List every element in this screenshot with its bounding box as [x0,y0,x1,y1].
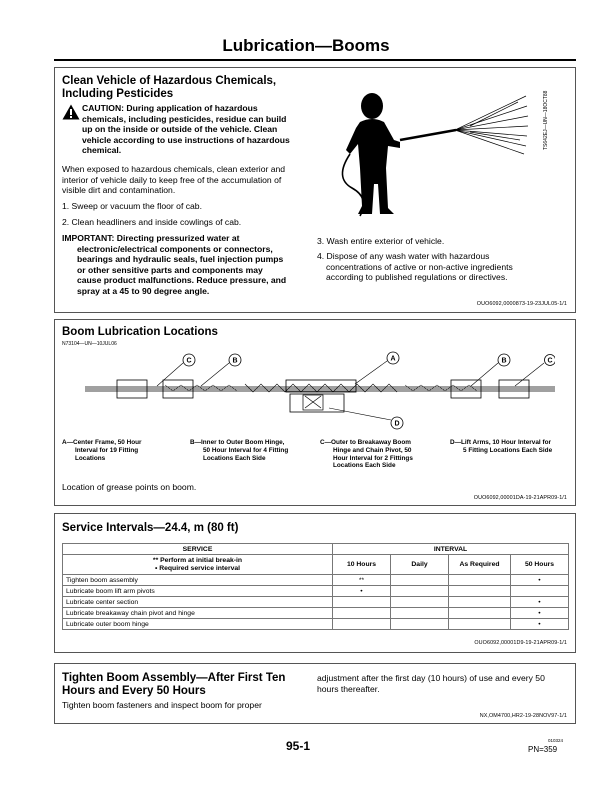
row-cell: • [511,619,569,630]
step4-line: according to published regulations or directives. [326,272,508,282]
boom-ref-code: OUO6092,00001DA-19-21APR09-1/1 [473,495,567,501]
legend-d-line: 5 Fitting Locations Each Side [463,446,553,454]
tighten-right-line: adjustment after the first day (10 hours) of use and every 50 [317,673,545,683]
row-cell: • [511,575,569,586]
table-row [63,575,569,586]
boom-diagram [85,350,555,430]
legend-c-line: Hinge and Chain Pivot, 50 [333,446,412,454]
page-number: 95-1 [286,739,311,753]
legend-b-line: Locations Each Side [203,454,266,462]
col-50-hours: 50 Hours [511,555,569,575]
legend-c [320,439,450,470]
callout-d: D [394,420,400,428]
clean-ref-code: OUO6092,0000873-19-23JUL05-1/1 [476,301,567,307]
legend-note-required: • Required service interval [154,564,241,572]
important-line: electronic/electrical components or connectors, [77,243,273,254]
row-cell: ** [333,575,391,586]
page-title: Lubrication—Booms [222,36,390,55]
tighten-left-text: Tighten boom fasteners and inspect boom for proper [62,700,262,710]
table-header-row [63,544,569,555]
row-cell [391,575,449,586]
row-name: Lubricate outer boom hinge [63,619,333,630]
table-row [63,586,569,597]
legend-a-line: Locations [75,454,106,462]
row-cell: • [333,586,391,597]
legend-c-line: C—Outer to Breakaway Boom [320,439,411,446]
important-line: spray at a 45 to 90 degree angle. [77,285,210,296]
pressure-washer-illustration [330,88,530,218]
table-subheader-row [63,555,569,575]
clean-heading-line2: Including Pesticides [62,88,174,100]
caution-line: vehicle according to use instructions of hazardous [82,134,290,145]
col-10-hours: 10 Hours [333,555,391,575]
col-interval-header: INTERVAL [333,544,569,555]
table-row [63,619,569,630]
important-line: or other sensitive parts and components may [77,264,263,275]
caution-line: chemicals, including pesticides, residue can build [82,113,287,124]
tighten-heading [62,672,285,698]
illustration-code: TS642EJ—UN—18OCT88 [543,90,549,150]
footer-small-code: 010324 [548,738,564,743]
important-line: IMPORTANT: Directing pressurized water at [62,233,240,243]
callout-b-right: B [501,357,507,365]
intro-line: interior of vehicle daily to keep free of the accumulation of [62,174,282,185]
legend-b-line: B—Inner to Outer Boom Hinge, [190,439,285,446]
tighten-right-text [317,673,572,694]
row-cell [391,586,449,597]
row-cell [333,608,391,619]
service-interval-table [62,543,569,630]
tighten-right-line: hours thereafter. [317,683,380,694]
clean-intro-text [62,164,322,196]
legend-d-line: D—Lift Arms, 10 Hour Interval for [450,439,551,446]
callout-a: A [390,355,396,363]
caution-text [82,103,322,156]
row-cell [333,597,391,608]
row-cell [333,619,391,630]
row-name: Lubricate center section [63,597,333,608]
row-name: Tighten boom assembly [63,575,333,586]
step-1: 1. Sweep or vacuum the floor of cab. [62,201,202,211]
tighten-boom-section [54,663,576,724]
title-rule [54,59,576,61]
step-2: 2. Clean headliners and inside cowlings of cab. [62,217,242,227]
boom-heading: Boom Lubrication Locations [62,326,218,338]
service-heading: Service Intervals—24.4, m (80 ft) [62,522,239,534]
boom-caption: Location of grease points on boom. [62,482,197,492]
col-as-required: As Required [449,555,511,575]
intro-line: When exposed to hazardous chemicals, clean exterior and [62,164,286,174]
step-4 [317,251,572,283]
row-name: Lubricate breakaway chain pivot and hinge [63,608,333,619]
legend-a-line: A—Center Frame, 50 Hour [62,439,142,446]
row-cell [449,597,511,608]
row-cell [449,586,511,597]
legend-c-line: Locations Each Side [333,462,396,470]
row-cell [391,597,449,608]
intro-line: visible dirt and contamination. [62,185,176,195]
tighten-heading-line1: Tighten Boom Assembly—After First Ten [62,672,286,684]
row-cell [511,586,569,597]
legend-b [190,439,320,462]
row-cell: • [511,597,569,608]
legend-note-breakin: ** Perform at initial break-in [152,556,243,564]
row-cell [449,608,511,619]
caution-line: up on the inside or outside of the vehicle. Clean [82,124,278,134]
table-legend-cell [63,555,333,575]
col-service-header: SERVICE [63,544,333,555]
table-row [63,597,569,608]
footer-pn: PN=359 [528,745,558,754]
col-daily: Daily [391,555,449,575]
service-intervals-section [54,513,576,653]
callout-c-left: C [186,357,192,365]
callout-c-right: C [547,357,553,365]
legend-a [62,439,187,462]
legend-a-line: Interval for 19 Fitting [75,446,139,454]
important-line: cause product malfunctions. Reduce pressure, and [77,275,287,285]
important-note [62,233,322,296]
row-cell [449,575,511,586]
legend-d [450,439,575,455]
tighten-ref-code: NX,OM4700,HR2-19-28NOV97-1/1 [479,713,567,719]
clean-vehicle-heading [62,75,276,101]
row-cell [391,619,449,630]
legend-c-line: Hour Interval for 2 Fittings [333,454,413,462]
step4-line: 4. Dispose of any wash water with hazardous [317,251,490,261]
step-3: 3. Wash entire exterior of vehicle. [317,236,445,246]
row-name: Lubricate boom lift arm pivots [63,586,333,597]
step4-line: concentrations of active or non-active ingredients [326,261,513,272]
table-row [63,608,569,619]
caution-icon [62,104,80,120]
service-ref-code: OUO6092,00001D9-19-21APR09-1/1 [474,640,567,646]
legend-b-line: 50 Hour Interval for 4 Fitting [203,446,289,454]
row-cell: • [511,608,569,619]
clean-vehicle-section [54,67,576,313]
callout-b-left: B [232,357,238,365]
caution-line: chemical. [82,145,122,155]
row-cell [391,608,449,619]
important-line: bearings and hydraulic seals, fuel injection pumps [77,254,284,264]
row-cell [449,619,511,630]
boom-lubrication-section [54,319,576,506]
caution-line: CAUTION: During application of hazardous [82,103,258,113]
tighten-heading-line2: Hours and Every 50 Hours [62,685,206,697]
clean-heading-line1: Clean Vehicle of Hazardous Chemicals, [62,75,277,87]
figure-code: N73104—UN—10JUL06 [62,341,117,347]
